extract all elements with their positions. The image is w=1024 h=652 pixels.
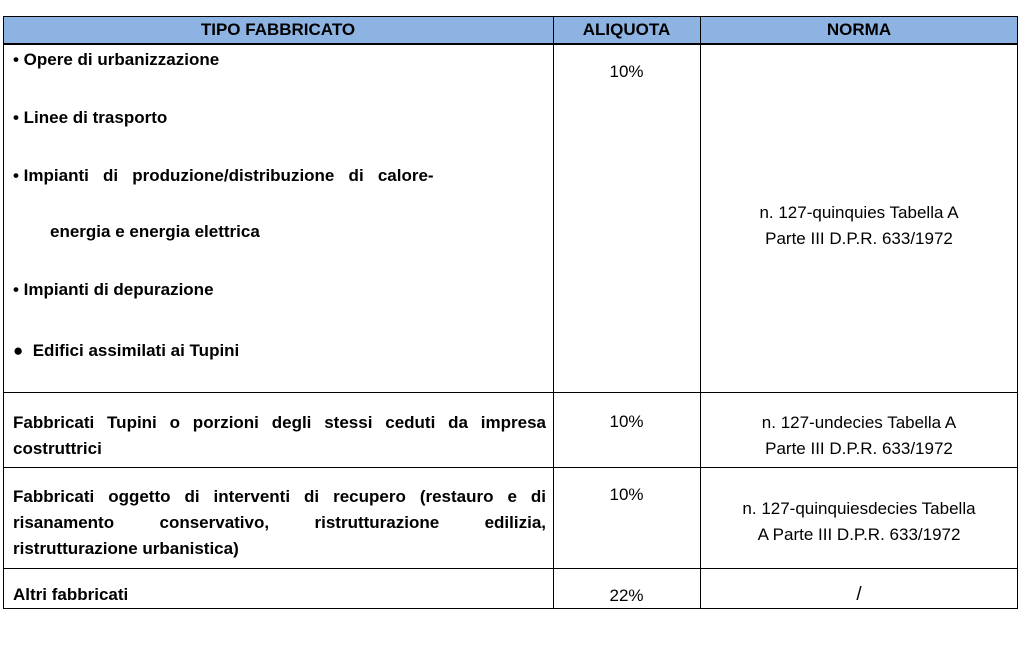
header-aliquota: ALIQUOTA	[553, 16, 700, 43]
list-item-linee-trasporto: • Linee di trasporto	[13, 108, 168, 127]
border-row2-bottom	[3, 467, 1018, 468]
norma-row3-line2: A Parte III D.P.R. 633/1972	[757, 525, 961, 544]
border-row3-bottom	[3, 568, 1018, 569]
norma-row4: /	[856, 584, 862, 605]
border-col-divider-1	[553, 16, 554, 609]
aliquota-row4: 22%	[609, 586, 644, 605]
border-bottom	[3, 608, 1018, 609]
border-header-bottom	[3, 43, 1018, 45]
tipo-row3: Fabbricati oggetto di interventi di recupero (restauro e di risanamento conservativo, ristrutturazione edilizia, ristrutturazione urbanistica)	[13, 487, 546, 558]
norma-row2	[700, 410, 1018, 462]
list-item-impianti-depurazione: • Impianti di depurazione	[13, 280, 214, 299]
norma-row3	[700, 496, 1018, 548]
list-item-opere-urbanizzazione: • Opere di urbanizzazione	[13, 50, 220, 69]
norma-row3-line1: n. 127-quinquiesdecies Tabella	[742, 499, 976, 518]
tipo-row4: Altri fabbricati	[13, 585, 129, 604]
norma-row1-line1: n. 127-quinquies Tabella A	[759, 203, 959, 222]
list-item-edifici-assimilati: ● Edifici assimilati ai Tupini	[13, 341, 240, 360]
aliquota-row1: 10%	[609, 62, 644, 81]
list-item-impianti-produzione: • Impianti di produzione/distribuzione di calore-	[13, 166, 434, 185]
border-top	[3, 16, 1018, 17]
norma-row2-line2: Parte III D.P.R. 633/1972	[765, 439, 953, 458]
border-row1-bottom	[3, 392, 1018, 393]
border-left	[3, 16, 4, 609]
tax-rate-table	[3, 16, 1018, 609]
aliquota-row3: 10%	[609, 485, 644, 504]
norma-row2-line1: n. 127-undecies Tabella A	[761, 413, 957, 432]
norma-row1-line2: Parte III D.P.R. 633/1972	[765, 229, 953, 248]
list-item-impianti-produzione-cont: energia e energia elettrica	[50, 222, 260, 241]
tipo-row2: Fabbricati Tupini o porzioni degli stessi ceduti da impresa costruttrici	[13, 413, 546, 458]
norma-row1	[700, 200, 1018, 252]
header-norma: NORMA	[700, 16, 1018, 43]
header-tipo-fabbricato: TIPO FABBRICATO	[3, 16, 553, 43]
aliquota-row2: 10%	[609, 412, 644, 431]
